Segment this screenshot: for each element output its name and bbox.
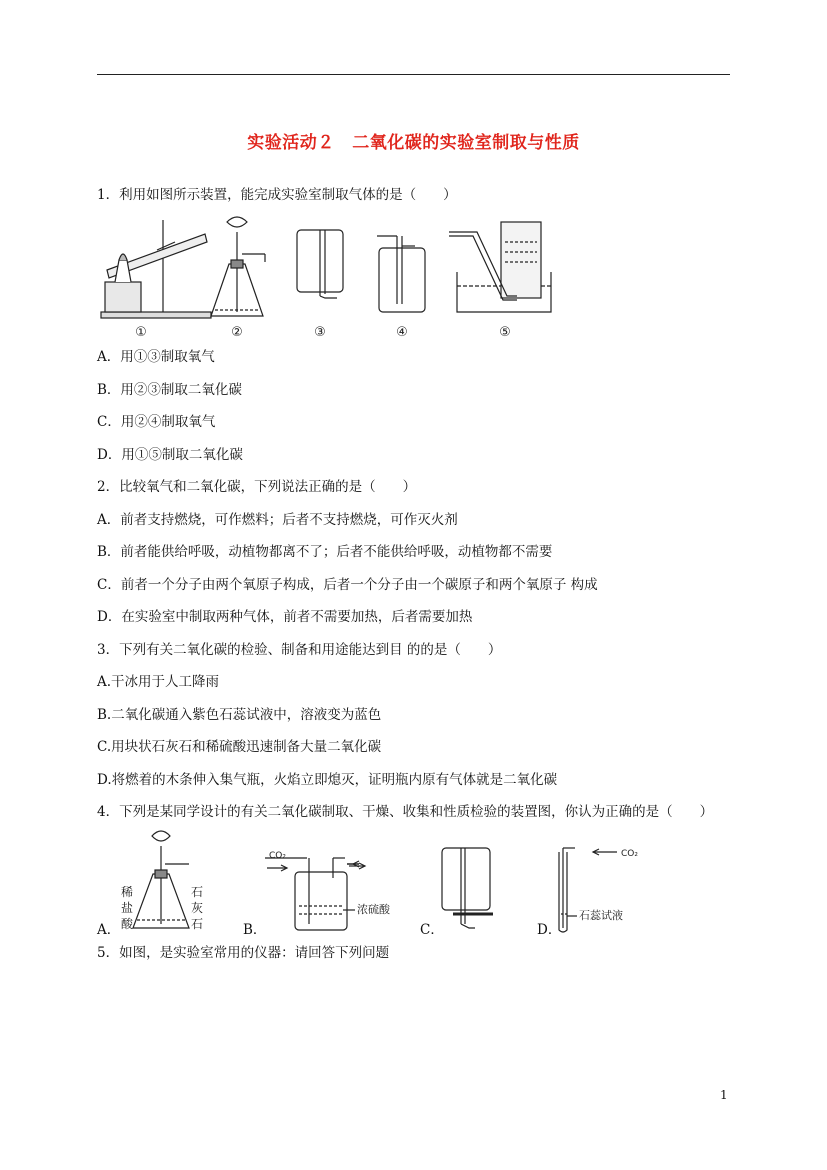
q4-a-right-2: 灰 bbox=[191, 901, 204, 915]
q1-apparatus-diagram bbox=[97, 212, 557, 340]
q4-a-right-1: 石 bbox=[191, 885, 204, 899]
page-title: 实验活动２ 二氧化碳的实验室制取与性质 bbox=[247, 133, 580, 153]
q4-a-left-3: 酸 bbox=[121, 917, 134, 931]
q4-d-reagent-label: 石蕊试液 bbox=[579, 909, 623, 922]
q4-apparatus-diagram bbox=[97, 828, 677, 938]
q3-stem: 3．下列有关二氧化碳的检验、制备和用途能达到目 的的是（ ） bbox=[97, 642, 502, 658]
q4-b-gas-label: CO₂ bbox=[269, 851, 286, 861]
q4-a-left-1: 稀 bbox=[121, 885, 134, 899]
q2-option-a: A．前者支持燃烧，可作燃料；后者不支持燃烧，可作灭火剂 bbox=[97, 512, 458, 528]
q1-option-b: B．用②③制取二氧化碳 bbox=[97, 382, 242, 398]
fig-label-5: ⑤ bbox=[499, 325, 511, 340]
q1-stem: 1．利用如图所示装置，能完成实验室制取气体的是（ ） bbox=[97, 187, 457, 203]
q2-option-b: B．前者能供给呼吸，动植物都离不了；后者不能供给呼吸，动植物都不需要 bbox=[97, 544, 553, 560]
q2-option-d: D．在实验室中制取两种气体，前者不需要加热，后者需要加热 bbox=[97, 609, 473, 625]
page-number: 1 bbox=[720, 1088, 728, 1102]
q4-b-reagent-label: 浓硫酸 bbox=[357, 903, 390, 916]
q4-option-a: A． bbox=[97, 922, 121, 938]
fig-label-2: ② bbox=[231, 325, 243, 340]
q2-option-c: C．前者一个分子由两个氧原子构成，后者一个分子由一个碳原子和两个氧原子 构成 bbox=[97, 577, 598, 593]
q4-d-gas-label: CO₂ bbox=[621, 849, 638, 859]
q1-option-c: C．用②④制取氧气 bbox=[97, 414, 216, 430]
q4-option-b: B． bbox=[243, 922, 267, 938]
q1-option-d: D．用①⑤制取二氧化碳 bbox=[97, 447, 243, 463]
fig-label-3: ③ bbox=[314, 325, 326, 340]
fig-label-1: ① bbox=[135, 325, 147, 340]
q4-option-d: D． bbox=[537, 922, 562, 938]
q3-option-c: C.用块状石灰石和稀硫酸迅速制备大量二氧化碳 bbox=[97, 739, 382, 755]
header-rule bbox=[97, 74, 730, 75]
q1-option-a: A．用①③制取氧气 bbox=[97, 349, 215, 365]
q4-a-left-2: 盐 bbox=[121, 901, 134, 915]
q1-figure bbox=[97, 212, 557, 340]
q4-figure bbox=[97, 828, 677, 938]
q3-option-b: B.二氧化碳通入紫色石蕊试液中，溶液变为蓝色 bbox=[97, 707, 382, 723]
fig-label-4: ④ bbox=[396, 325, 408, 340]
q4-stem: 4．下列是某同学设计的有关二氧化碳制取、干燥、收集和性质检验的装置图，你认为正确的是（ ） bbox=[97, 804, 714, 820]
q2-stem: 2．比较氧气和二氧化碳，下列说法正确的是（ ） bbox=[97, 479, 417, 495]
q4-option-c: C． bbox=[420, 922, 444, 938]
q5-stem: 5．如图，是实验室常用的仪器：请回答下列问题 bbox=[97, 945, 390, 961]
q4-a-right-3: 石 bbox=[191, 917, 204, 931]
q3-option-d: D.将燃着的木条伸入集气瓶，火焰立即熄灭，证明瓶内原有气体就是二氧化碳 bbox=[97, 772, 558, 788]
q3-option-a: A.干冰用于人工降雨 bbox=[97, 674, 220, 690]
